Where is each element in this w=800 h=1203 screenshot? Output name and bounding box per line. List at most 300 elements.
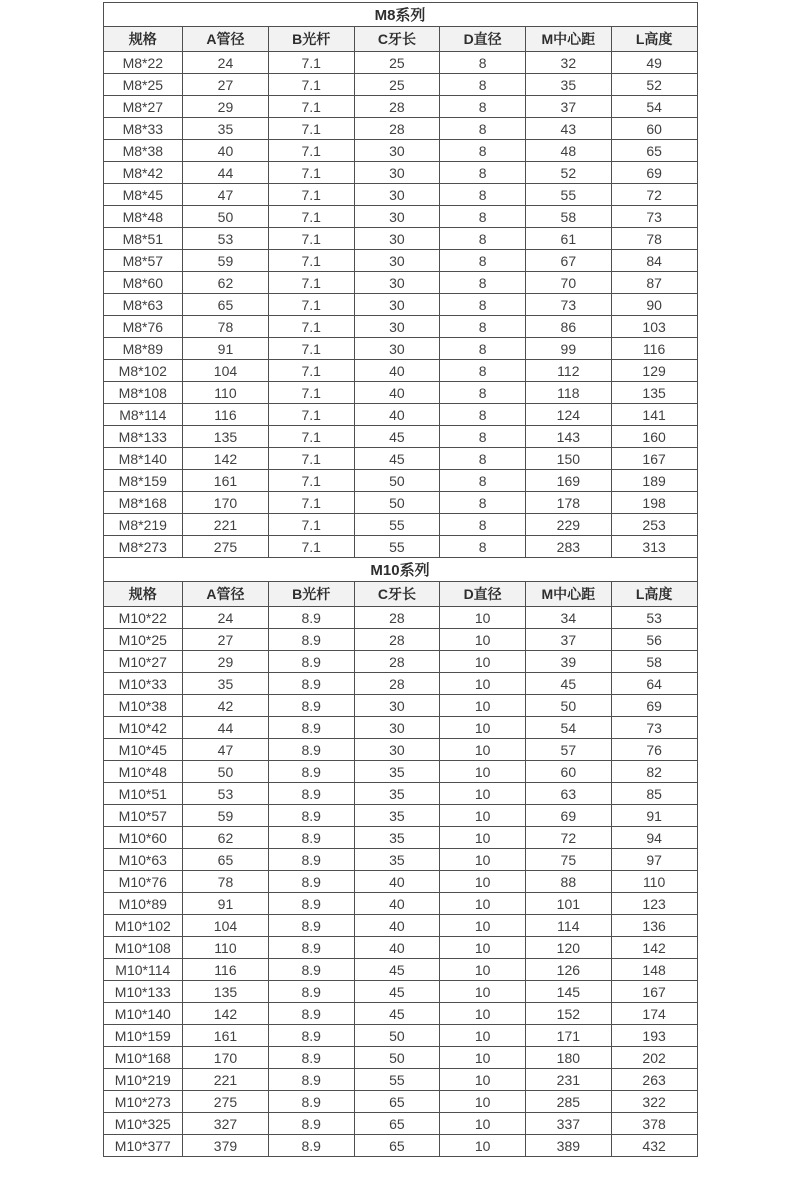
value-cell: 47 (183, 739, 269, 761)
table-row (103, 1025, 697, 1047)
table-row (103, 981, 697, 1003)
value-cell: 10 (440, 1025, 526, 1047)
value-cell: 142 (183, 1003, 269, 1025)
value-cell: 8 (440, 338, 526, 360)
value-cell: 135 (183, 981, 269, 1003)
value-cell: 30 (354, 316, 440, 338)
value-cell: 8 (440, 360, 526, 382)
value-cell: 10 (440, 1091, 526, 1113)
value-cell: 8 (440, 514, 526, 536)
column-header: L高度 (611, 582, 697, 607)
value-cell: 7.1 (268, 96, 354, 118)
value-cell: 45 (354, 959, 440, 981)
value-cell: 72 (525, 827, 611, 849)
value-cell: 114 (525, 915, 611, 937)
table-row (103, 893, 697, 915)
value-cell: 7.1 (268, 74, 354, 96)
value-cell: 40 (354, 360, 440, 382)
column-header: A管径 (183, 27, 269, 52)
value-cell: 7.1 (268, 206, 354, 228)
value-cell: 8.9 (268, 1135, 354, 1157)
spec-cell: M10*76 (103, 871, 183, 893)
table-row (103, 805, 697, 827)
value-cell: 8 (440, 162, 526, 184)
value-cell: 283 (525, 536, 611, 558)
value-cell: 110 (611, 871, 697, 893)
value-cell: 120 (525, 937, 611, 959)
value-cell: 8.9 (268, 673, 354, 695)
value-cell: 8 (440, 206, 526, 228)
value-cell: 8.9 (268, 1025, 354, 1047)
value-cell: 174 (611, 1003, 697, 1025)
table-row (103, 1113, 697, 1135)
value-cell: 39 (525, 651, 611, 673)
value-cell: 7.1 (268, 162, 354, 184)
value-cell: 8 (440, 294, 526, 316)
value-cell: 8 (440, 74, 526, 96)
value-cell: 8 (440, 52, 526, 74)
value-cell: 135 (611, 382, 697, 404)
value-cell: 7.1 (268, 52, 354, 74)
value-cell: 142 (183, 448, 269, 470)
value-cell: 60 (525, 761, 611, 783)
value-cell: 118 (525, 382, 611, 404)
value-cell: 10 (440, 1047, 526, 1069)
value-cell: 60 (611, 118, 697, 140)
table-row (103, 294, 697, 316)
spec-cell: M10*45 (103, 739, 183, 761)
value-cell: 7.1 (268, 514, 354, 536)
spec-cell: M8*102 (103, 360, 183, 382)
value-cell: 52 (611, 74, 697, 96)
table-row (103, 206, 697, 228)
value-cell: 129 (611, 360, 697, 382)
spec-table-body (103, 3, 697, 1157)
value-cell: 104 (183, 360, 269, 382)
value-cell: 73 (611, 717, 697, 739)
table-row (103, 629, 697, 651)
value-cell: 28 (354, 96, 440, 118)
value-cell: 8 (440, 492, 526, 514)
spec-cell: M10*102 (103, 915, 183, 937)
value-cell: 8 (440, 426, 526, 448)
column-header: B光杆 (268, 27, 354, 52)
table-row (103, 162, 697, 184)
value-cell: 152 (525, 1003, 611, 1025)
spec-cell: M10*273 (103, 1091, 183, 1113)
value-cell: 48 (525, 140, 611, 162)
value-cell: 161 (183, 470, 269, 492)
value-cell: 8.9 (268, 629, 354, 651)
column-header: C牙长 (354, 582, 440, 607)
value-cell: 69 (611, 162, 697, 184)
value-cell: 40 (354, 382, 440, 404)
value-cell: 8.9 (268, 1069, 354, 1091)
value-cell: 25 (354, 52, 440, 74)
value-cell: 61 (525, 228, 611, 250)
value-cell: 50 (183, 761, 269, 783)
value-cell: 285 (525, 1091, 611, 1113)
value-cell: 70 (525, 272, 611, 294)
value-cell: 78 (183, 316, 269, 338)
value-cell: 75 (525, 849, 611, 871)
value-cell: 30 (354, 228, 440, 250)
value-cell: 91 (183, 893, 269, 915)
value-cell: 8 (440, 140, 526, 162)
value-cell: 10 (440, 673, 526, 695)
value-cell: 50 (183, 206, 269, 228)
value-cell: 65 (611, 140, 697, 162)
column-header: M中心距 (525, 582, 611, 607)
value-cell: 8.9 (268, 651, 354, 673)
spec-cell: M8*159 (103, 470, 183, 492)
value-cell: 27 (183, 629, 269, 651)
value-cell: 30 (354, 184, 440, 206)
value-cell: 76 (611, 739, 697, 761)
value-cell: 30 (354, 294, 440, 316)
value-cell: 229 (525, 514, 611, 536)
value-cell: 116 (183, 959, 269, 981)
spec-cell: M10*25 (103, 629, 183, 651)
value-cell: 145 (525, 981, 611, 1003)
spec-cell: M8*114 (103, 404, 183, 426)
spec-cell: M10*51 (103, 783, 183, 805)
value-cell: 322 (611, 1091, 697, 1113)
value-cell: 35 (525, 74, 611, 96)
spec-cell: M10*219 (103, 1069, 183, 1091)
section-title: M10系列 (103, 558, 697, 582)
value-cell: 432 (611, 1135, 697, 1157)
value-cell: 28 (354, 118, 440, 140)
value-cell: 8.9 (268, 871, 354, 893)
table-row (103, 1047, 697, 1069)
spec-cell: M8*219 (103, 514, 183, 536)
value-cell: 10 (440, 805, 526, 827)
value-cell: 8 (440, 118, 526, 140)
value-cell: 57 (525, 739, 611, 761)
value-cell: 8.9 (268, 893, 354, 915)
value-cell: 116 (183, 404, 269, 426)
value-cell: 50 (354, 1047, 440, 1069)
spec-cell: M8*38 (103, 140, 183, 162)
value-cell: 160 (611, 426, 697, 448)
value-cell: 180 (525, 1047, 611, 1069)
value-cell: 44 (183, 162, 269, 184)
spec-cell: M8*27 (103, 96, 183, 118)
value-cell: 24 (183, 52, 269, 74)
value-cell: 10 (440, 651, 526, 673)
value-cell: 37 (525, 629, 611, 651)
value-cell: 45 (525, 673, 611, 695)
value-cell: 124 (525, 404, 611, 426)
spec-cell: M10*168 (103, 1047, 183, 1069)
value-cell: 65 (183, 294, 269, 316)
spec-cell: M8*48 (103, 206, 183, 228)
column-header: L高度 (611, 27, 697, 52)
table-row (103, 228, 697, 250)
column-header: M中心距 (525, 27, 611, 52)
table-row (103, 1069, 697, 1091)
value-cell: 143 (525, 426, 611, 448)
value-cell: 8.9 (268, 695, 354, 717)
spec-cell: M10*325 (103, 1113, 183, 1135)
table-row (103, 448, 697, 470)
value-cell: 8 (440, 184, 526, 206)
table-row (103, 739, 697, 761)
value-cell: 25 (354, 74, 440, 96)
value-cell: 50 (354, 492, 440, 514)
value-cell: 78 (611, 228, 697, 250)
value-cell: 63 (525, 783, 611, 805)
value-cell: 69 (525, 805, 611, 827)
table-row (103, 695, 697, 717)
value-cell: 45 (354, 426, 440, 448)
value-cell: 10 (440, 937, 526, 959)
value-cell: 40 (183, 140, 269, 162)
value-cell: 7.1 (268, 360, 354, 382)
value-cell: 69 (611, 695, 697, 717)
value-cell: 55 (354, 536, 440, 558)
value-cell: 7.1 (268, 470, 354, 492)
value-cell: 8.9 (268, 607, 354, 629)
value-cell: 135 (183, 426, 269, 448)
value-cell: 10 (440, 1113, 526, 1135)
table-row (103, 118, 697, 140)
spec-cell: M8*89 (103, 338, 183, 360)
table-row (103, 871, 697, 893)
value-cell: 40 (354, 871, 440, 893)
value-cell: 8.9 (268, 805, 354, 827)
spec-cell: M8*22 (103, 52, 183, 74)
value-cell: 58 (525, 206, 611, 228)
value-cell: 8.9 (268, 849, 354, 871)
value-cell: 99 (525, 338, 611, 360)
spec-cell: M10*60 (103, 827, 183, 849)
value-cell: 30 (354, 162, 440, 184)
value-cell: 8.9 (268, 937, 354, 959)
spec-cell: M8*63 (103, 294, 183, 316)
value-cell: 389 (525, 1135, 611, 1157)
value-cell: 10 (440, 739, 526, 761)
value-cell: 62 (183, 272, 269, 294)
value-cell: 8.9 (268, 739, 354, 761)
table-row (103, 96, 697, 118)
column-header-row (103, 27, 697, 52)
value-cell: 275 (183, 1091, 269, 1113)
value-cell: 37 (525, 96, 611, 118)
value-cell: 7.1 (268, 338, 354, 360)
section-title-row (103, 3, 697, 27)
value-cell: 8.9 (268, 783, 354, 805)
value-cell: 35 (354, 783, 440, 805)
value-cell: 53 (183, 783, 269, 805)
value-cell: 221 (183, 1069, 269, 1091)
value-cell: 30 (354, 717, 440, 739)
spec-cell: M8*33 (103, 118, 183, 140)
value-cell: 8 (440, 382, 526, 404)
value-cell: 40 (354, 915, 440, 937)
value-cell: 10 (440, 695, 526, 717)
value-cell: 97 (611, 849, 697, 871)
spec-cell: M10*133 (103, 981, 183, 1003)
value-cell: 62 (183, 827, 269, 849)
column-header: B光杆 (268, 582, 354, 607)
value-cell: 72 (611, 184, 697, 206)
value-cell: 327 (183, 1113, 269, 1135)
spec-cell: M10*108 (103, 937, 183, 959)
spec-cell: M8*133 (103, 426, 183, 448)
table-row (103, 316, 697, 338)
value-cell: 30 (354, 695, 440, 717)
value-cell: 123 (611, 893, 697, 915)
value-cell: 150 (525, 448, 611, 470)
spec-cell: M8*273 (103, 536, 183, 558)
value-cell: 202 (611, 1047, 697, 1069)
value-cell: 10 (440, 915, 526, 937)
spec-cell: M10*89 (103, 893, 183, 915)
value-cell: 59 (183, 805, 269, 827)
spec-cell: M8*57 (103, 250, 183, 272)
value-cell: 103 (611, 316, 697, 338)
table-row (103, 250, 697, 272)
value-cell: 43 (525, 118, 611, 140)
table-row (103, 404, 697, 426)
value-cell: 34 (525, 607, 611, 629)
table-row (103, 1091, 697, 1113)
value-cell: 170 (183, 1047, 269, 1069)
value-cell: 91 (183, 338, 269, 360)
value-cell: 94 (611, 827, 697, 849)
value-cell: 7.1 (268, 382, 354, 404)
value-cell: 45 (354, 981, 440, 1003)
table-row (103, 717, 697, 739)
table-row (103, 783, 697, 805)
table-row (103, 338, 697, 360)
value-cell: 65 (183, 849, 269, 871)
value-cell: 64 (611, 673, 697, 695)
value-cell: 35 (183, 118, 269, 140)
pipe-clamp-spec-table (103, 2, 698, 1157)
value-cell: 8 (440, 316, 526, 338)
value-cell: 40 (354, 404, 440, 426)
value-cell: 170 (183, 492, 269, 514)
spec-cell: M10*42 (103, 717, 183, 739)
value-cell: 189 (611, 470, 697, 492)
column-header: A管径 (183, 582, 269, 607)
value-cell: 30 (354, 739, 440, 761)
value-cell: 8.9 (268, 761, 354, 783)
spec-cell: M10*140 (103, 1003, 183, 1025)
value-cell: 221 (183, 514, 269, 536)
value-cell: 35 (354, 849, 440, 871)
spec-cell: M10*33 (103, 673, 183, 695)
spec-cell: M8*25 (103, 74, 183, 96)
spec-cell: M8*45 (103, 184, 183, 206)
value-cell: 28 (354, 607, 440, 629)
value-cell: 198 (611, 492, 697, 514)
value-cell: 10 (440, 629, 526, 651)
value-cell: 10 (440, 981, 526, 1003)
spec-cell: M8*168 (103, 492, 183, 514)
value-cell: 85 (611, 783, 697, 805)
value-cell: 47 (183, 184, 269, 206)
value-cell: 82 (611, 761, 697, 783)
value-cell: 7.1 (268, 536, 354, 558)
value-cell: 50 (354, 470, 440, 492)
table-row (103, 272, 697, 294)
value-cell: 7.1 (268, 272, 354, 294)
value-cell: 313 (611, 536, 697, 558)
value-cell: 32 (525, 52, 611, 74)
value-cell: 171 (525, 1025, 611, 1047)
value-cell: 8 (440, 448, 526, 470)
value-cell: 275 (183, 536, 269, 558)
value-cell: 263 (611, 1069, 697, 1091)
value-cell: 7.1 (268, 404, 354, 426)
table-row (103, 915, 697, 937)
value-cell: 104 (183, 915, 269, 937)
value-cell: 90 (611, 294, 697, 316)
value-cell: 8 (440, 96, 526, 118)
table-row (103, 849, 697, 871)
value-cell: 8.9 (268, 1091, 354, 1113)
value-cell: 8.9 (268, 981, 354, 1003)
value-cell: 169 (525, 470, 611, 492)
value-cell: 8.9 (268, 1047, 354, 1069)
value-cell: 8.9 (268, 827, 354, 849)
table-row (103, 761, 697, 783)
value-cell: 84 (611, 250, 697, 272)
value-cell: 35 (183, 673, 269, 695)
value-cell: 8 (440, 470, 526, 492)
column-header-row (103, 582, 697, 607)
spec-cell: M8*140 (103, 448, 183, 470)
value-cell: 10 (440, 849, 526, 871)
value-cell: 7.1 (268, 184, 354, 206)
table-row (103, 651, 697, 673)
value-cell: 53 (183, 228, 269, 250)
value-cell: 7.1 (268, 448, 354, 470)
value-cell: 7.1 (268, 294, 354, 316)
value-cell: 49 (611, 52, 697, 74)
value-cell: 10 (440, 1069, 526, 1091)
value-cell: 112 (525, 360, 611, 382)
value-cell: 126 (525, 959, 611, 981)
value-cell: 44 (183, 717, 269, 739)
value-cell: 110 (183, 382, 269, 404)
value-cell: 55 (354, 1069, 440, 1091)
value-cell: 7.1 (268, 118, 354, 140)
value-cell: 54 (525, 717, 611, 739)
value-cell: 378 (611, 1113, 697, 1135)
value-cell: 30 (354, 140, 440, 162)
section-title-row (103, 558, 697, 582)
value-cell: 30 (354, 206, 440, 228)
value-cell: 53 (611, 607, 697, 629)
value-cell: 45 (354, 1003, 440, 1025)
table-row (103, 607, 697, 629)
value-cell: 8.9 (268, 717, 354, 739)
value-cell: 7.1 (268, 316, 354, 338)
column-header: 规格 (103, 27, 183, 52)
value-cell: 7.1 (268, 250, 354, 272)
value-cell: 29 (183, 96, 269, 118)
value-cell: 161 (183, 1025, 269, 1047)
value-cell: 7.1 (268, 140, 354, 162)
table-row (103, 827, 697, 849)
value-cell: 7.1 (268, 492, 354, 514)
value-cell: 337 (525, 1113, 611, 1135)
